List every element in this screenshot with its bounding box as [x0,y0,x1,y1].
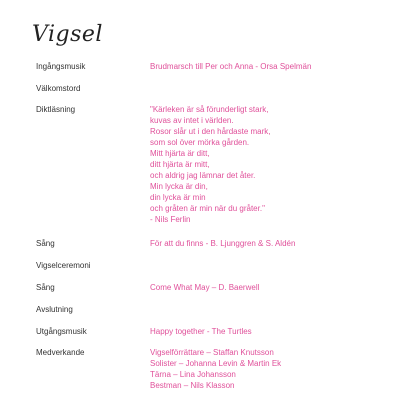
row-value: Come What May – D. Baerwell [150,283,260,292]
row-label: Avslutning [36,305,73,314]
credit-line: Bestman – Nils Klasson [150,381,235,390]
poem-line: ditt hjärta är mitt, [150,160,210,169]
poem-line: och gråten är min när du gråter." [150,204,265,213]
poem-line: kuvas av intet i världen. [150,116,234,125]
poem-line: Min lycka är din, [150,182,208,191]
row-value: För att du finns - B. Ljunggren & S. Aldén [150,239,296,248]
credits-block [150,347,281,391]
poem-line: Rosor slår ut i den hårdaste mark, [150,127,271,136]
row-label: Medverkande [36,348,85,357]
row-value: Happy together - The Turtles [150,327,252,336]
row-label: Diktläsning [36,105,76,114]
row-label: Sång [36,283,55,292]
row-label: Välkomstord [36,84,81,93]
poem-line: "Kärleken är så förunderligt stark, [150,105,269,114]
row-label: Sång [36,239,55,248]
row-value: Brudmarsch till Per och Anna - Orsa Spelmän [150,62,312,71]
credit-line: Vigselförrättare – Staffan Knutsson [150,348,274,357]
credit-line: Solister – Johanna Levin & Martin Ek [150,359,282,368]
row-label: Utgångsmusik [36,327,87,336]
poem-line: din lycka är min [150,193,206,202]
row-label: Vigselceremoni [36,261,91,270]
poem-line: Mitt hjärta är ditt, [150,149,210,158]
poem-block [150,104,271,225]
poem-line: och aldrig jag lämnar det åter. [150,171,256,180]
page-title: Vigsel [32,22,103,47]
poem-author: - Nils Ferlin [150,215,191,224]
poem-line: som sol över mörka gården. [150,138,250,147]
credit-line: Tärna – Lina Johansson [150,370,236,379]
row-label: Ingångsmusik [36,62,86,71]
